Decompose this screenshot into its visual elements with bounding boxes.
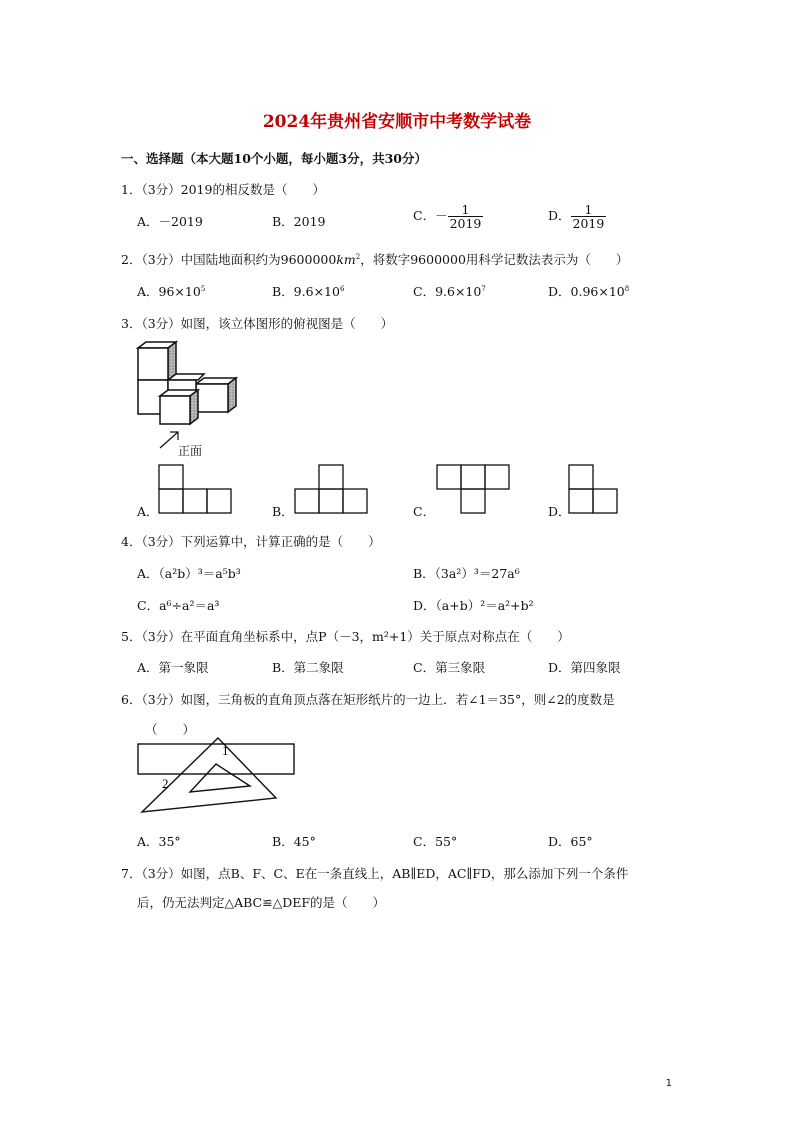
q5-option-b[interactable]: B．第二象限	[272, 660, 344, 675]
question-2-stem	[121, 250, 628, 268]
q4-option-c[interactable]: C．a⁶÷a²＝a³	[137, 598, 220, 613]
q2-c-base: C．9.6×10	[413, 284, 482, 299]
q3-option-a[interactable]: A．	[137, 504, 159, 519]
q2-stem-pre: 2．（3分）中国陆地面积约为9600000	[121, 252, 337, 267]
q1-option-b[interactable]: B．2019	[272, 214, 326, 229]
q3-option-b-figure	[294, 464, 374, 516]
q1-c-denominator: 2019	[449, 216, 482, 232]
question-6-stem-cont: （ ）	[145, 722, 196, 737]
question-7-stem: 7．（3分）如图，点B、F、C、E在一条直线上，AB∥ED，AC∥FD，那么添加下列一个条件	[121, 866, 629, 881]
q1-option-a[interactable]: A．－2019	[137, 214, 203, 229]
q5-option-a[interactable]: A．第一象限	[137, 660, 209, 675]
q2-unit-exp: 2	[355, 252, 361, 261]
q6-angle-1-label: 1	[222, 743, 229, 758]
q2-option-c[interactable]	[413, 282, 486, 300]
q1-option-d-prefix: D．	[548, 208, 571, 224]
question-3-stem: 3．（3分）如图，该立体图形的俯视图是（ ）	[121, 316, 394, 331]
q3-option-c-figure	[436, 464, 516, 516]
question-7-stem-cont: 后，仍无法判定△ABC≌△DEF的是（ ）	[137, 895, 386, 910]
page-number: 1	[665, 1078, 672, 1089]
q3-option-d[interactable]: D．	[548, 504, 571, 519]
q5-option-d[interactable]: D．第四象限	[548, 660, 621, 675]
q2-d-base: D．0.96×10	[548, 284, 625, 299]
q1-d-numerator: 1	[571, 203, 607, 217]
q2-option-d[interactable]	[548, 282, 629, 300]
question-4-stem: 4．（3分）下列运算中，计算正确的是（ ）	[121, 534, 381, 549]
question-5-stem: 5．（3分）在平面直角坐标系中，点P（－3，m²+1）关于原点对称点在（ ）	[121, 629, 570, 644]
q2-a-exp: 5	[200, 284, 206, 293]
q6-triangle-rectangle-figure	[134, 738, 304, 818]
q3-front-label: 正面	[178, 444, 203, 458]
q6-option-b[interactable]: B．45°	[272, 834, 316, 849]
q4-option-b[interactable]: B．（3a²）³＝27a⁶	[413, 566, 520, 581]
page-title: 2024年贵州省安顺市中考数学试卷	[262, 112, 532, 132]
q1-c-numerator: 1	[448, 203, 484, 217]
q1-option-c-fraction	[448, 203, 484, 230]
q2-option-b[interactable]	[272, 282, 344, 300]
q6-option-d[interactable]: D．65°	[548, 834, 593, 849]
q6-angle-2-label: 2	[162, 776, 169, 791]
q2-option-a[interactable]	[137, 282, 205, 300]
q2-c-exp: 7	[481, 284, 486, 293]
q2-b-base: B．9.6×10	[272, 284, 340, 299]
q2-a-base: A．96×10	[137, 284, 201, 299]
q6-option-c[interactable]: C．55°	[413, 834, 458, 849]
q3-option-d-figure	[568, 464, 628, 516]
q3-option-b[interactable]: B．	[272, 504, 294, 519]
question-6-stem: 6．（3分）如图，三角板的直角顶点落在矩形纸片的一边上．若∠1＝35°，则∠2的度数是	[121, 692, 615, 707]
q2-unit: km	[336, 252, 356, 267]
q1-d-denominator: 2019	[572, 216, 605, 232]
q6-option-a[interactable]: A．35°	[137, 834, 181, 849]
q1-option-d-fraction	[571, 203, 607, 230]
q3-option-c[interactable]: C．	[413, 504, 436, 519]
q1-option-c-prefix: C．－	[413, 208, 448, 224]
q4-option-d[interactable]: D．（a+b）²＝a²+b²	[413, 598, 534, 613]
q3-option-a-figure	[158, 464, 238, 516]
section-heading: 一、选择题（本大题10个小题，每小题3分，共30分）	[121, 151, 427, 166]
q5-option-c[interactable]: C．第三象限	[413, 660, 486, 675]
q4-option-a[interactable]: A．（a²b）³＝a⁵b³	[137, 566, 241, 581]
q2-stem-post: ，将数字9600000用科学记数法表示为（ ）	[360, 252, 629, 267]
q1-option-d[interactable]	[548, 203, 606, 230]
q2-d-exp: 8	[624, 284, 630, 293]
question-1-stem: 1．（3分）2019的相反数是（ ）	[121, 182, 325, 197]
q3-solid-figure	[130, 338, 250, 458]
q2-b-exp: 6	[339, 284, 345, 293]
q1-option-c[interactable]	[413, 203, 483, 230]
